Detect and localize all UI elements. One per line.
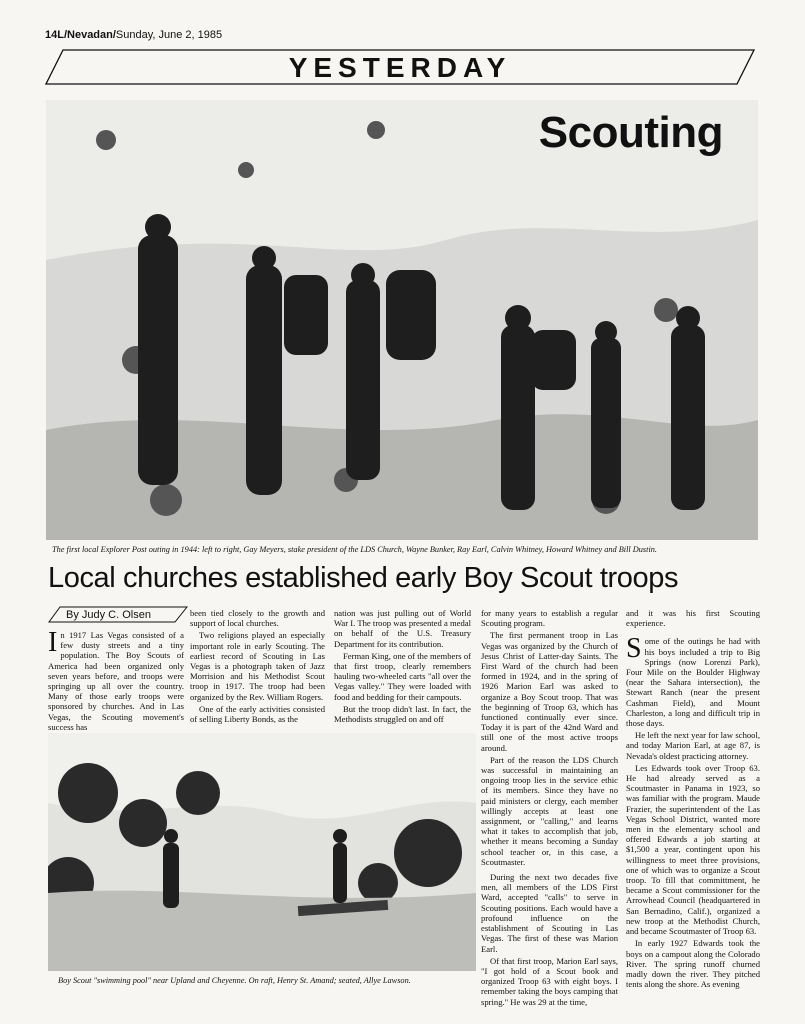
- paragraph-text: n 1917 Las Vegas consisted of a few dusty streets and a tiny population. The Boy Scouts of America had been organized only seven years before, and troops were springing up all over the country. Many of those early troops were sponsored by churches. And in Las Vegas, the Scouting movement's success has: [48, 630, 184, 732]
- paragraph-text: ome of the outings he had with his boys included a trip to Big Springs (now Lorenzi Park), Four Mile on the Boulder Highway (near the Sahara intersection), the Stewart Ranch (near the present Cashman Field), and Mount Charleston, a long and difficult trip in those days.: [626, 636, 760, 729]
- paragraph: In early 1927 Edwards took the boys on a campout along the Colorado River. The spring runoff churned madly down the river. They pitched tents along the shore. As evening: [626, 938, 760, 990]
- headline: Local churches established early Boy Scout troops: [48, 562, 679, 594]
- paragraph: But the troop didn't last. In fact, the Methodists struggled on and off: [334, 703, 471, 725]
- paragraph: Two religions played an especially important role in early Scouting. The earliest record of Scouting in Las Vegas is a photograph taken of Jazz Morrision and his Methodist Scout troop in 1917. The troop had been organized by the Rev. William Rogers.: [190, 630, 325, 702]
- paragraph: The first permanent troop in Las Vegas was organized by the Church of Jesus Christ of Latter-day Saints. The First Ward of the church had been formed in 1924, and in the spring of 1926 Marion Earl was asked to organize a Boy Scout troop. That was the beginning of Troop 63, which has functioned continually ever since. Today it is part of the 42nd Ward and still one of the most active troops around.: [481, 630, 618, 753]
- column-1-paragraph: [48, 627, 184, 732]
- paragraph: During the next two decades five men, all members of the LDS First Ward, accepted "calls" to serve in Scouting positions. Each would have a profound influence on the establishment of Scouting in Las Vegas. The first of these was Marion Earl.: [481, 872, 618, 954]
- folio-line: [45, 29, 222, 41]
- bottom-photo: [48, 733, 476, 971]
- column-4: [481, 608, 618, 1009]
- column-2: [190, 608, 325, 726]
- hikers-photo-graphic: [46, 100, 758, 540]
- dropcap: I: [48, 627, 58, 658]
- photo-title: Scouting: [538, 108, 723, 157]
- folio-date: Sunday, June 2, 1985: [115, 29, 223, 41]
- bottom-photo-caption: Boy Scout "swimming pool" near Upland and Cheyenne. On raft, Henry St. Amand; seated, Allye Lawson.: [58, 976, 411, 985]
- paragraph: been tied closely to the growth and support of local churches.: [190, 608, 325, 629]
- top-photo: [46, 100, 758, 540]
- swimming-pool-photo-graphic: [48, 733, 476, 971]
- dropcap: S: [626, 633, 642, 665]
- paragraph: for many years to establish a regular Scouting program.: [481, 608, 618, 629]
- paragraph: Of that first troop, Marion Earl says, "I got hold of a Scout book and organized Troop 63 with eight boys. I remember taking the boys camping that spring." He was 29 at the time,: [481, 955, 618, 1007]
- paragraph: Les Edwards took over Troop 63. He had already served as a Scoutmaster in Panama in 1923, so was familiar with the program. Maude Frazier, the superintendent of the Las Vegas School District, wanted more men in the elementary school and offered Edwards a job starting at $1,500 a year, contingent upon his willingness to meet three provisions, one of which was to organize a Scout troop. To fill that committment, he became a Scout commissioner for the Arrowhead Council (headquartered in San Bernadino, Calif.), organized a new troop at the Methodist Church, and became Scoutmaster of Troop 63.: [626, 762, 760, 937]
- paragraph: He left the next year for law school, and today Marion Earl, at age 87, is Nevada's oldest practicing attorney.: [626, 730, 760, 761]
- byline: By Judy C. Olsen: [66, 609, 151, 621]
- column-3: [334, 608, 471, 726]
- folio-page: 14L/Nevadan/: [45, 29, 116, 41]
- column-5: [626, 608, 760, 991]
- paragraph: Part of the reason the LDS Church was successful in maintaining an ongoing troop lies in the service ethic of its members. Since they have no paid ministers or clergy, each member willingly accepts at least one assignment, or "calling," and learns what it takes to accomplish that job, whether it means becoming a Sunday school teacher or, in this case, a Scoutmaster.: [481, 754, 618, 867]
- paragraph: nation was just pulling out of World War I. The troop was presented a medal on behalf of the U.S. Treasury Department for its contribution.: [334, 608, 471, 649]
- column-1: [48, 627, 184, 734]
- top-photo-caption: The first local Explorer Post outing in 1944: left to right, Gay Meyers, stake president of the LDS Church, Wayne Bunker, Ray Earl, Calvin Whitney, Howard Whitney and Bill Dustin.: [52, 545, 657, 554]
- paragraph: and it was his first Scouting experience.: [626, 608, 760, 629]
- section-banner: YESTERDAY: [288, 52, 512, 83]
- paragraph: One of the early activities consisted of selling Liberty Bonds, as the: [190, 703, 325, 725]
- paragraph: [626, 633, 760, 729]
- paragraph: Ferman King, one of the members of that first troop, clearly remembers hauling two-wheeled carts "all over the Vegas valley." They were loaded with food and bedding for their campouts.: [334, 650, 471, 702]
